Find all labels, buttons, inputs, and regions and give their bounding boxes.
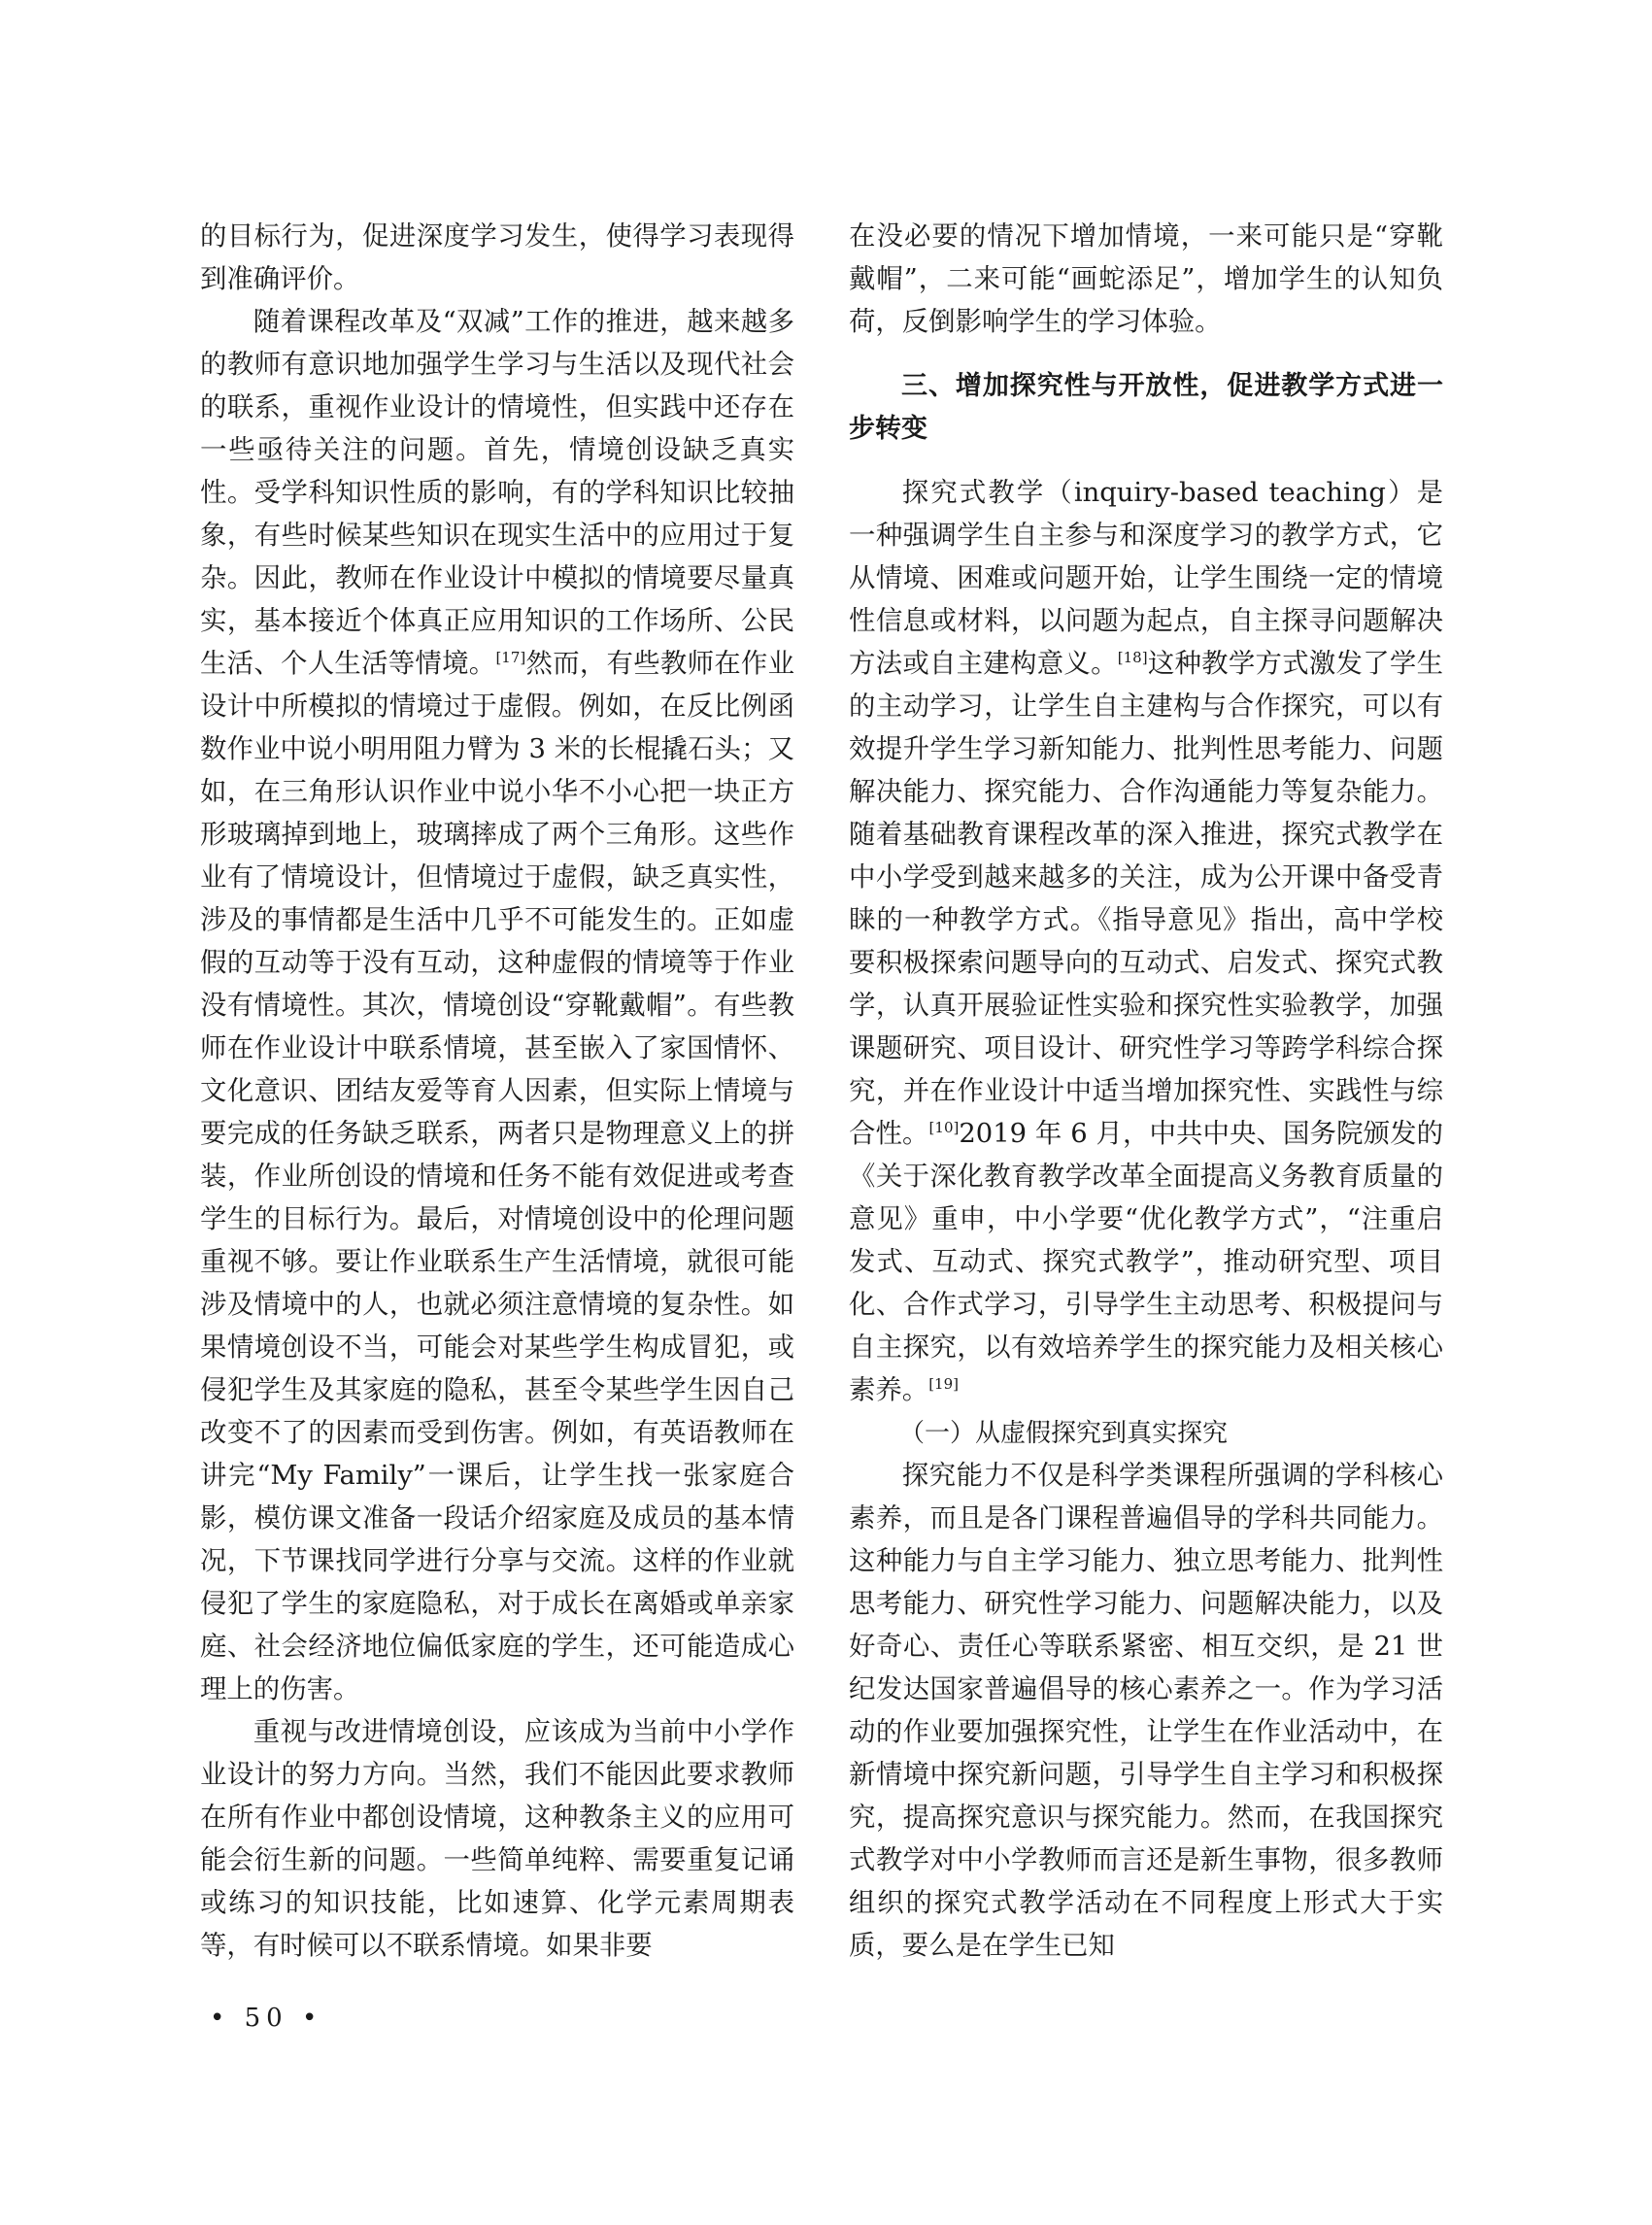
- citation-ref: [19]: [928, 1375, 959, 1393]
- paragraph-text: 然而，有些教师在作业设计中所模拟的情境过于虚假。例如，在反比例函数作业中说小明用阻力臂为 3 米的长棍撬石头；又如，在三角形认识作业中说小华不小心把一块正方形玻璃掉到地上，玻璃摔成了两个三角形。这些作业有了情境设计，但情境过于虚假，缺乏真实性，涉及的事情都是生活中几乎不可能发生的。正如虚假的互动等于没有互动，这种虚假的情境等于作业没有情境性。其次，情境创设“穿靴戴帽”。有些教师在作业设计中联系情境，甚至嵌入了家国情怀、文化意识、团结友爱等育人因素，但实际上情境与要完成的任务缺乏联系，两者只是物理意义上的拼装，作业所创设的情境和任务不能有效促进或考查学生的目标行为。最后，对情境创设中的伦理问题重视不够。要让作业联系生产生活情境，就很可能涉及情境中的人，也就必须注意情境的复杂性。如果情境创设不当，可能会对某些学生构成冒犯，或侵犯学生及其家庭的隐私，甚至令某些学生因自己改变不了的因素而受到伤害。例如，有英语教师在讲完“My Family”一课后，让学生找一张家庭合影，模仿课文准备一段话介绍家庭及成员的基本情况，下节课找同学进行分享与交流。这样的作业就侵犯了学生的家庭隐私，对于成长在离婚或单亲家庭、社会经济地位偏低家庭的学生，还可能造成心理上的伤害。: [200, 649, 794, 1704]
- paragraph: [200, 301, 794, 1711]
- citation-ref: [17]: [495, 649, 526, 666]
- paragraph: 探究能力不仅是科学类课程所强调的学科核心素养，而且是各门课程普遍倡导的学科共同能力。这种能力与自主学习能力、独立思考能力、批判性思考能力、研究性学习能力、问题解决能力，以及好奇心、责任心等联系紧密、相互交织，是 21 世纪发达国家普遍倡导的核心素养之一。作为学习活动的作业要加强探究性，让学生在作业活动中，在新情境中探究新问题，引导学生自主学习和积极探究，提高探究意识与探究能力。然而，在我国探究式教学对中小学教师而言还是新生事物，很多教师组织的探究式教学活动在不同程度上形式大于实质，要么是在学生已知: [849, 1461, 1443, 1961]
- paragraph-text: 这种教学方式激发了学生的主动学习，让学生自主建构与合作探究，可以有效提升学生学习新知能力、批判性思考能力、问题解决能力、探究能力、合作沟通能力等复杂能力。随着基础教育课程改革的深入推进，探究式教学在中小学受到越来越多的关注，成为公开课中备受青睐的一种教学方式。《指导意见》指出，高中学校要积极探索问题导向的互动式、启发式、探究式教学，认真开展验证性实验和探究性实验教学，加强课题研究、项目设计、研究性学习等跨学科综合探究，并在作业设计中适当增加探究性、实践性与综合性。: [849, 649, 1443, 1149]
- paragraph-text: 随着课程改革及“双减”工作的推进，越来越多的教师有意识地加强学生学习与生活以及现代社会的联系，重视作业设计的情境性，但实践中还存在一些亟待关注的问题。首先，情境创设缺乏真实性。受学科知识性质的影响，有的学科知识比较抽象，有些时候某些知识在现实生活中的应用过于复杂。因此，教师在作业设计中模拟的情境要尽量真实，基本接近个体真正应用知识的工作场所、公民生活、个人生活等情境。: [200, 307, 794, 679]
- paragraph: 重视与改进情境创设，应该成为当前中小学作业设计的努力方向。当然，我们不能因此要求教师在所有作业中都创设情境，这种教条主义的应用可能会衍生新的问题。一些简单纯粹、需要重复记诵或练习的知识技能，比如速算、化学元素周期表等，有时候可以不联系情境。如果非要: [200, 1717, 794, 1961]
- page-number: • 50 •: [210, 2004, 323, 2033]
- paragraph-text: 2019 年 6 月，中共中央、国务院颁发的《关于深化教育教学改革全面提高义务教育质量的意见》重申，中小学要“优化教学方式”，“注重启发式、互动式、探究式教学”，推动研究型、项目化、合作式学习，引导学生主动思考、积极提问与自主探究，以有效培养学生的探究能力及相关核心素养。: [849, 1119, 1443, 1405]
- left-column: [200, 216, 794, 1968]
- paragraph: 在没必要的情况下增加情境，一来可能只是“穿靴戴帽”，二来可能“画蛇添足”，增加学生的认知负荷，反倒影响学生的学习体验。: [849, 221, 1443, 337]
- right-column: [849, 216, 1443, 1968]
- section-heading: 三、增加探究性与开放性，促进教学方式进一步转变: [849, 371, 1443, 444]
- paragraph: [849, 472, 1443, 1412]
- paragraph: 的目标行为，促进深度学习发生，使得学习表现得到准确评价。: [200, 221, 794, 294]
- citation-ref: [10]: [928, 1119, 960, 1136]
- citation-ref: [18]: [1117, 649, 1148, 666]
- paragraph-text: 探究式教学（inquiry-based teaching）是一种强调学生自主参与和深度学习的教学方式，它从情境、困难或问题开始，让学生围绕一定的情境性信息或材料，以问题为起点，自主探寻问题解决方法或自主建构意义。: [849, 478, 1443, 679]
- subsection-heading: （一）从虚假探究到真实探究: [899, 1419, 1229, 1448]
